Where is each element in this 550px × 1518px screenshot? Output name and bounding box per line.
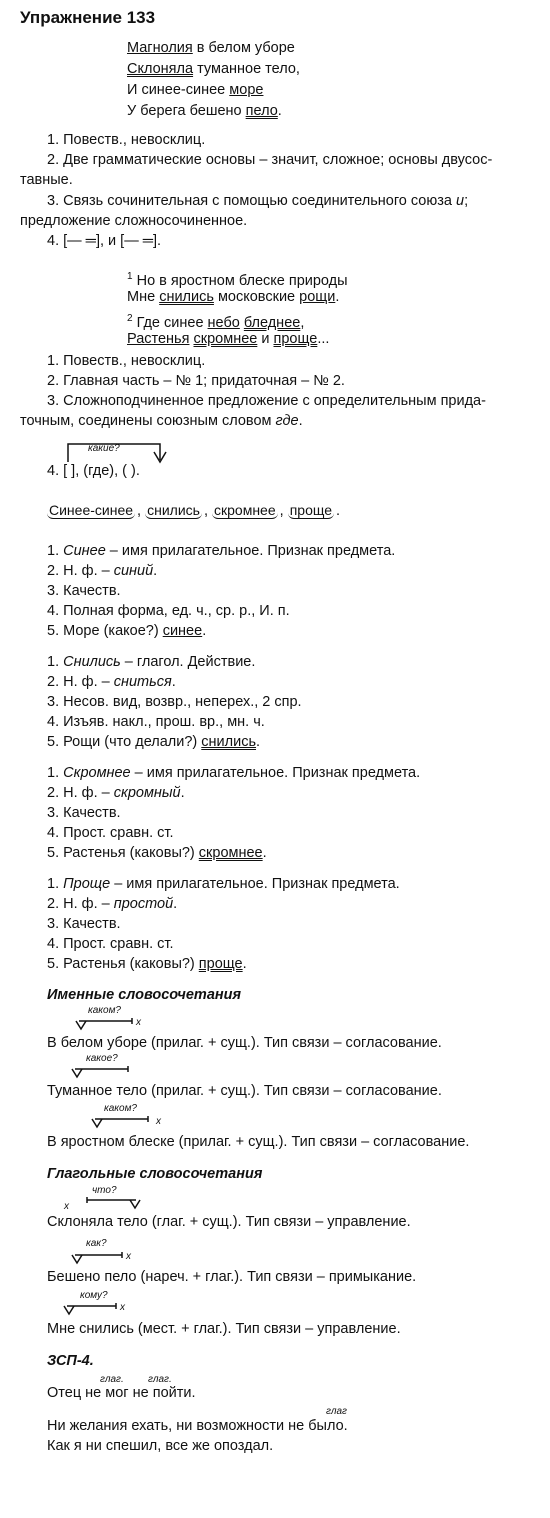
analysis-2-item-3: 3. Сложноподчиненное предложение с определительным прида-	[47, 393, 486, 409]
morph-1-item-4: 4. Полная форма, ед. ч., ср. р., И. п.	[47, 603, 290, 619]
morph-4-item-3: 3. Качеств.	[47, 916, 121, 932]
subject-word: море	[229, 82, 264, 98]
morph-1-item-5	[47, 623, 206, 639]
poem-2	[127, 266, 348, 350]
text: Отец	[47, 1385, 86, 1401]
text: .	[336, 503, 341, 519]
predicate-word: проще	[273, 331, 318, 347]
text: ;	[464, 193, 469, 209]
morph-words	[47, 502, 340, 519]
question-label: какое?	[86, 1053, 118, 1064]
subject-word: рощи	[299, 289, 336, 305]
text: .	[262, 845, 267, 861]
scheme-arrow	[60, 440, 170, 465]
verbal-phrase-3: Мне снились (мест. + глаг.). Тип связи – управление.	[47, 1321, 401, 1337]
morph-1-item-1	[47, 543, 395, 559]
analysis-1-item-2-cont: тавные.	[20, 172, 73, 188]
text: и	[257, 331, 274, 347]
text: Где синее	[132, 314, 208, 331]
morph-word: снились	[147, 502, 200, 518]
text: Мне	[127, 289, 160, 305]
text: скромный	[113, 785, 181, 801]
nominal-header: Именные словосочетания	[47, 987, 242, 1003]
text: 2. Н. ф. –	[47, 674, 114, 690]
poem-2-line-3	[127, 308, 348, 329]
exercise-title: Упражнение 133	[20, 8, 156, 27]
text: в белом уборе	[192, 40, 295, 56]
text: Синее	[63, 543, 106, 559]
text: .	[256, 734, 261, 750]
text: 5. Растенья (каковы?)	[47, 956, 199, 972]
morph-word: Синее-синее	[49, 502, 134, 518]
zsp-sentence-2: Ни желания ехать, ни возможности не было.	[47, 1418, 348, 1434]
text: синий	[113, 563, 154, 579]
predicate-word: бледнее	[243, 314, 301, 331]
phrase-arrow	[72, 1252, 132, 1266]
text: проще	[198, 956, 243, 972]
verbal-phrase-1: Склоняла тело (глаг. + сущ.). Тип связи – управление.	[47, 1214, 411, 1230]
text: .	[277, 103, 282, 119]
morph-4-item-4: 4. Прост. сравн. ст.	[47, 936, 174, 952]
morph-3-item-2	[47, 785, 185, 801]
text: – имя прилагательное. Признак предмета.	[130, 765, 421, 781]
phrase-arrow	[84, 1197, 144, 1211]
text: – имя прилагательное. Признак предмета.	[110, 876, 400, 892]
text: 1.	[47, 765, 64, 781]
poem-2-line-2	[127, 287, 348, 308]
text: пойти.	[148, 1385, 196, 1401]
morph-3-item-5	[47, 845, 267, 861]
text: где	[275, 413, 299, 429]
head-mark: x	[120, 1302, 125, 1313]
particle: не	[85, 1385, 102, 1401]
nominal-phrase-2: Туманное тело (прилаг. + сущ.). Тип связи – согласование.	[47, 1083, 442, 1099]
text: ,	[203, 503, 212, 519]
analysis-2-scheme: 4. [ ], (где), ( ).	[47, 463, 140, 479]
text: .	[173, 896, 178, 912]
nominal-phrase-3: В яростном блеске (прилаг. + сущ.). Тип связи – согласование.	[47, 1134, 470, 1150]
poem-2-line-4	[127, 329, 348, 350]
text: Но в яростном блеске природы	[132, 272, 348, 289]
text: И синее-синее	[127, 82, 230, 98]
predicate-word: пело	[245, 103, 278, 119]
poem-1	[127, 38, 300, 122]
zsp-header: ЗСП-4.	[47, 1353, 94, 1369]
morph-3-item-3: 3. Качеств.	[47, 805, 121, 821]
text: 2. Н. ф. –	[47, 785, 114, 801]
poem-2-line-1	[127, 266, 348, 287]
text: туманное тело,	[193, 61, 300, 77]
question-label: как?	[86, 1238, 107, 1249]
morph-2-item-1	[47, 654, 255, 670]
morph-2-item-2	[47, 674, 176, 690]
analysis-2-item-2: 2. Главная часть – № 1; придаточная – № 2.	[47, 373, 345, 389]
question-label: каком?	[88, 1005, 121, 1016]
zsp-sentence-3: Как я ни спешил, все же опоздал.	[47, 1438, 274, 1454]
scheme-question: какие?	[88, 443, 120, 454]
morph-1-item-3: 3. Качеств.	[47, 583, 121, 599]
phrase-arrow	[64, 1303, 124, 1317]
morph-4-item-1	[47, 876, 400, 892]
text: 5. Море (какое?)	[47, 623, 163, 639]
text: синее	[162, 623, 203, 639]
pos-label: глаг.	[100, 1374, 124, 1385]
analysis-1-item-2: 2. Две грамматические основы – значит, сложное; основы двусос-	[47, 152, 493, 168]
text: 2. Н. ф. –	[47, 563, 114, 579]
phrase-arrow	[72, 1066, 132, 1080]
morph-2-item-5	[47, 734, 260, 750]
morph-2-item-3: 3. Несов. вид, возвр., неперех., 2 спр.	[47, 694, 302, 710]
text: московские	[213, 289, 300, 305]
text: мог	[101, 1385, 133, 1401]
head-mark: x	[64, 1201, 69, 1212]
head-mark: x	[136, 1017, 141, 1028]
text: ,	[279, 503, 288, 519]
text: .	[298, 413, 303, 429]
poem-1-line-3	[127, 80, 300, 101]
morph-4-item-2	[47, 896, 177, 912]
text: ,	[137, 503, 146, 519]
text: У берега бешено	[127, 103, 246, 119]
verbal-phrase-2: Бешено пело (нареч. + глаг.). Тип связи – примыкание.	[47, 1269, 417, 1285]
text: точным, соединены союзным словом	[20, 413, 276, 429]
text: и	[455, 193, 465, 209]
text: .	[171, 674, 176, 690]
poem-1-line-1	[127, 38, 300, 59]
analysis-2-item-3-cont	[20, 413, 303, 429]
text: 3. Связь сочинительная с помощью соединительного союза	[47, 193, 456, 209]
pos-label: глаг.	[148, 1374, 172, 1385]
analysis-1-scheme: 4. [— ═], и [— ═].	[47, 233, 162, 249]
text: .	[180, 785, 185, 801]
verbal-header: Глагольные словосочетания	[47, 1166, 263, 1182]
text: 1.	[47, 876, 64, 892]
part-number: 1	[127, 271, 133, 282]
text: ,	[300, 314, 305, 331]
question-label: что?	[92, 1185, 117, 1196]
head-mark: x	[156, 1116, 161, 1127]
morph-3-item-4: 4. Прост. сравн. ст.	[47, 825, 174, 841]
text: Проще	[63, 876, 111, 892]
subject-word: небо	[207, 314, 240, 331]
text: скромнее	[198, 845, 263, 861]
analysis-1-item-3-cont: предложение сложносочиненное.	[20, 213, 248, 229]
text: Скромнее	[63, 765, 131, 781]
analysis-2-item-1: 1. Повеств., невосклиц.	[47, 353, 206, 369]
subject-word: Растенья	[127, 331, 190, 347]
predicate-word: скромнее	[193, 331, 258, 347]
predicate-word: Склоняла	[127, 61, 194, 77]
analysis-1-item-3	[47, 193, 468, 209]
poem-1-line-2	[127, 59, 300, 80]
morph-3-item-1	[47, 765, 420, 781]
morph-1-item-2	[47, 563, 157, 579]
text: .	[202, 623, 207, 639]
zsp-sentence-1	[47, 1385, 196, 1401]
predicate-word: снились	[159, 289, 214, 305]
pos-label: глаг	[326, 1406, 347, 1417]
morph-word: проще	[289, 502, 333, 518]
question-label: кому?	[80, 1290, 108, 1301]
part-number: 2	[127, 313, 133, 324]
particle: не	[132, 1385, 149, 1401]
head-mark: x	[126, 1251, 131, 1262]
text: Снились	[63, 654, 121, 670]
morph-2-item-4: 4. Изъяв. накл., прош. вр., мн. ч.	[47, 714, 265, 730]
analysis-1-item-1: 1. Повеств., невосклиц.	[47, 132, 206, 148]
nominal-phrase-1: В белом уборе (прилаг. + сущ.). Тип связи – согласование.	[47, 1035, 442, 1051]
text: .	[335, 289, 340, 305]
morph-word: скромнее	[214, 502, 276, 518]
text: 2. Н. ф. –	[47, 896, 114, 912]
phrase-arrow	[76, 1018, 136, 1032]
text: .	[153, 563, 158, 579]
text: сниться	[113, 674, 172, 690]
poem-1-line-4	[127, 101, 300, 122]
text: простой	[113, 896, 174, 912]
text: 5. Рощи (что делали?)	[47, 734, 202, 750]
text: .	[242, 956, 247, 972]
text: 5. Растенья (каковы?)	[47, 845, 199, 861]
text: 1.	[47, 543, 64, 559]
question-label: каком?	[104, 1103, 137, 1114]
text: – глагол. Действие.	[120, 654, 256, 670]
subject-word: Магнолия	[127, 40, 193, 56]
phrase-arrow	[92, 1116, 152, 1130]
text: снились	[201, 734, 257, 750]
text: – имя прилагательное. Признак предмета.	[105, 543, 396, 559]
text: ...	[317, 331, 330, 347]
morph-4-item-5	[47, 956, 247, 972]
text: 1.	[47, 654, 64, 670]
